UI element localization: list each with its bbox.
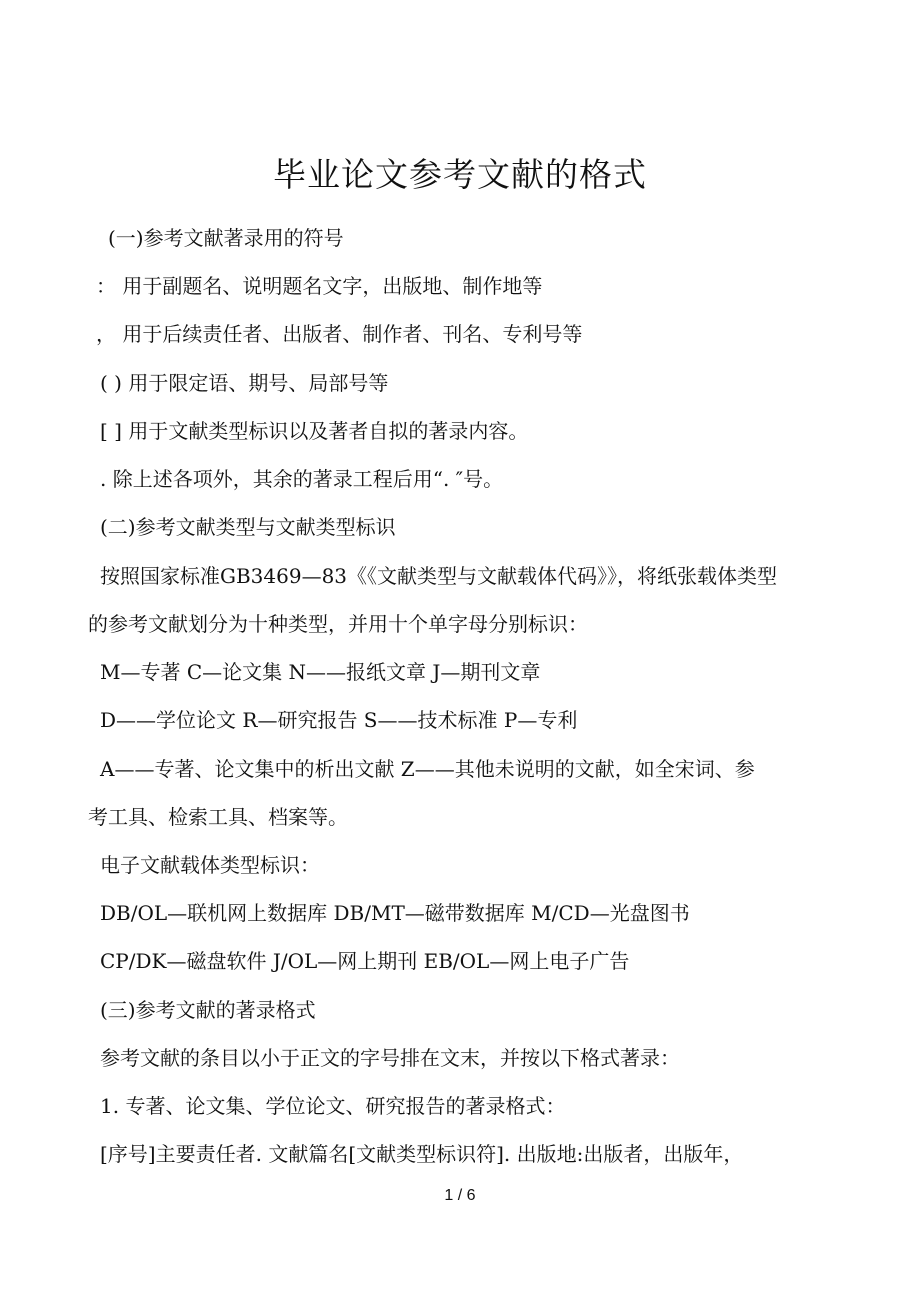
paragraph-line: 按照国家标准GB3469—83《《文献类型与文献载体代码》》，将纸张载体类型	[100, 564, 778, 588]
paragraph-line: . 除上述各项外，其余的著录工程后用“. ″号。	[100, 467, 504, 491]
paragraph-line: CP/DK—磁盘软件 J/OL—网上期刊 EB/OL—网上电子广告	[100, 949, 630, 973]
paragraph-line: 考工具、检索工具、档案等。	[88, 805, 348, 829]
paragraph-line: [ ] 用于文献类型标识以及著者自拟的著录内容。	[100, 419, 529, 443]
paragraph-line: ， 用于后续责任者、出版者、制作者、刊名、专利号等	[96, 322, 583, 346]
page-number: 1 / 6	[444, 1187, 476, 1204]
paragraph-line: M—专著 C—论文集 N——报纸文章 J—期刊文章	[100, 660, 541, 684]
paragraph-line: (一)参考文献著录用的符号	[108, 226, 344, 250]
paragraph-line: ( ) 用于限定语、期号、局部号等	[100, 371, 389, 395]
paragraph-line: ： 用于副题名、说明题名文字，出版地、制作地等	[96, 274, 543, 298]
paragraph-line: 参考文献的条目以小于正文的字号排在文末，并按以下格式著录：	[100, 1046, 680, 1070]
paragraph-line: 电子文献载体类型标识：	[100, 853, 320, 877]
section-heading: (二)参考文献类型与文献类型标识	[100, 515, 396, 539]
paragraph-line: A——专著、论文集中的析出文献 Z——其他未说明的文献，如全宋词、参	[100, 757, 755, 781]
paragraph-line: 的参考文献划分为十种类型，并用十个单字母分别标识：	[88, 612, 588, 636]
section-heading: (三)参考文献的著录格式	[100, 998, 316, 1022]
paragraph-line: 1. 专著、论文集、学位论文、研究报告的著录格式：	[100, 1094, 566, 1118]
document-title: 毕业论文参考文献的格式	[273, 155, 647, 194]
paragraph-line: DB/OL—联机网上数据库 DB/MT—磁带数据库 M/CD—光盘图书	[100, 901, 690, 925]
paragraph-line: [序号]主要责任者. 文献篇名[文献类型标识符]. 出版地:出版者，出版年，	[100, 1142, 744, 1166]
paragraph-line: D——学位论文 R—研究报告 S——技术标准 P—专利	[100, 708, 578, 732]
